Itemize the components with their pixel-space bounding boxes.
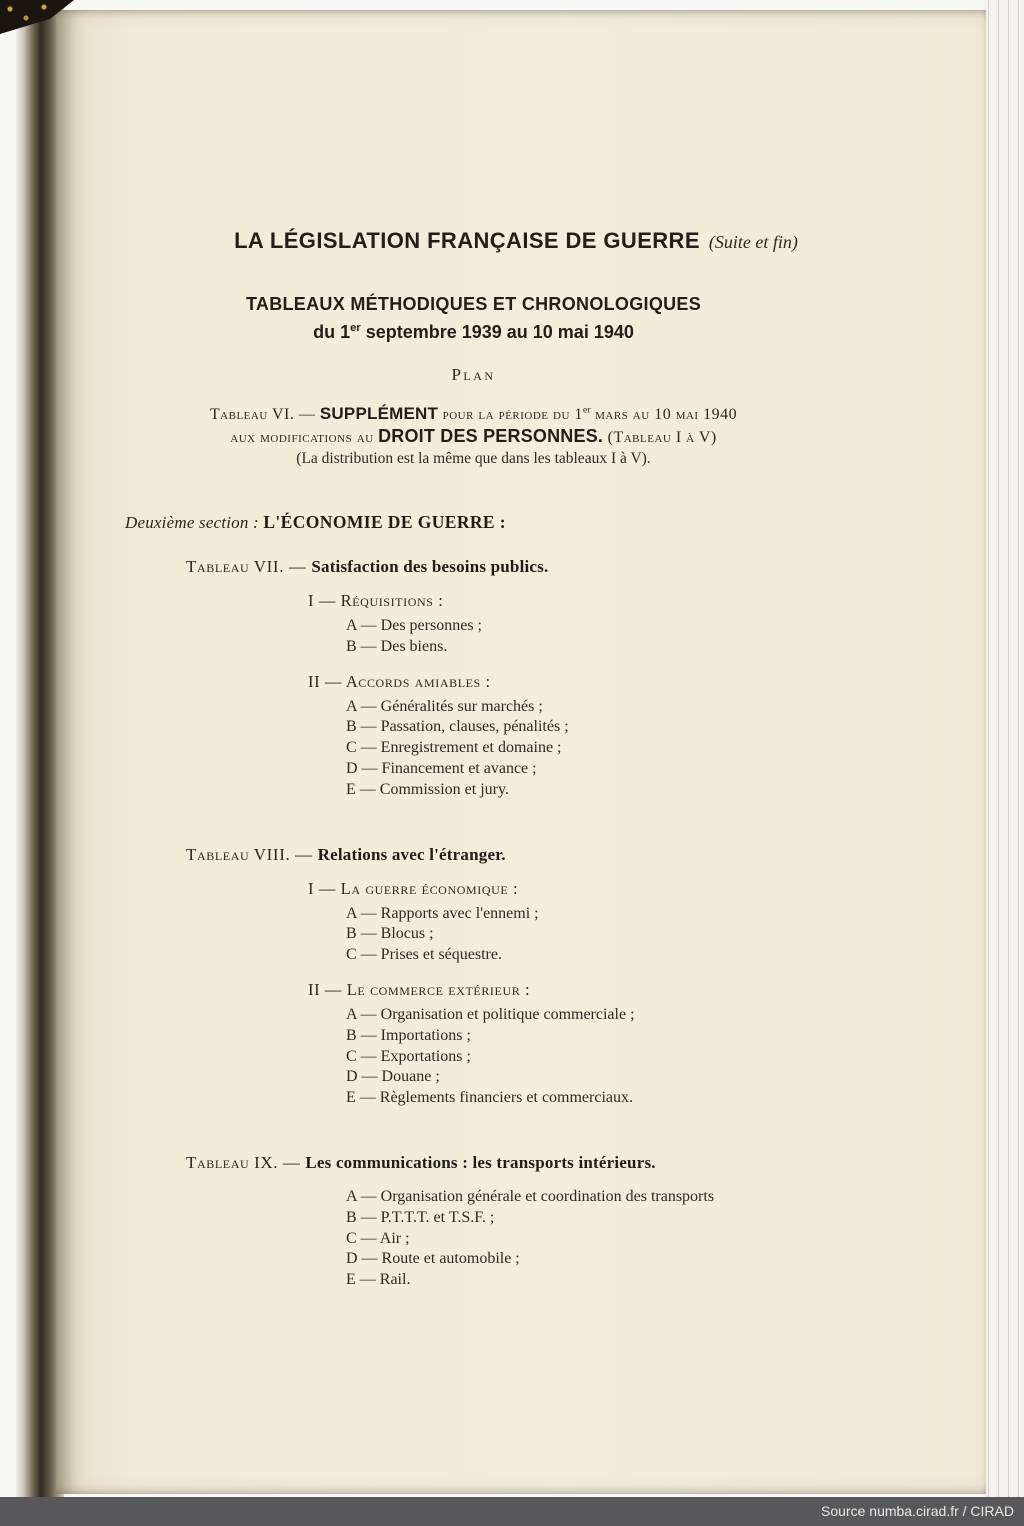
toc-item: B — Blocus ; bbox=[346, 925, 434, 943]
toc-item: B — Importations ; bbox=[346, 1026, 471, 1044]
header-block bbox=[56, 294, 986, 448]
toc-item: E — Rail. bbox=[346, 1271, 411, 1289]
page-title bbox=[56, 10, 986, 254]
tableau-vi-superscript: er bbox=[582, 404, 591, 416]
group-heading: I — Réquisitions : bbox=[308, 591, 444, 610]
page-content bbox=[56, 10, 986, 1494]
date-line bbox=[56, 322, 891, 343]
tableau-heading bbox=[186, 1153, 986, 1173]
toc-item: E — Règlements financiers et commerciaux. bbox=[346, 1089, 634, 1107]
subtitle: TABLEAUX MÉTHODIQUES ET CHRONOLOGIQUES bbox=[245, 294, 702, 314]
toc-item: D — Route et automobile ; bbox=[346, 1250, 520, 1268]
tableau-vi-mid1: pour la période du 1 bbox=[438, 406, 583, 423]
source-attribution-bar bbox=[0, 1497, 1024, 1526]
tableau-title: Satisfaction des besoins publics. bbox=[311, 557, 549, 576]
toc-item: D — Douane ; bbox=[346, 1068, 440, 1086]
toc-item: A — Généralités sur marchés ; bbox=[346, 697, 543, 715]
tableau-vi-line2-pre: aux modifications au bbox=[230, 428, 379, 446]
tableau-title: Relations avec l'étranger. bbox=[317, 844, 506, 864]
group-heading: II — Accords amiables : bbox=[308, 671, 491, 691]
book-page bbox=[56, 10, 986, 1494]
item-list bbox=[56, 1005, 986, 1109]
tableau-heading bbox=[186, 557, 986, 577]
group-block bbox=[56, 672, 986, 801]
date-post: septembre 1939 au 10 mai 1940 bbox=[360, 322, 634, 342]
group-block bbox=[56, 1187, 986, 1291]
toc-item: B — Passation, clauses, pénalités ; bbox=[346, 718, 569, 736]
tableau-heading bbox=[186, 845, 986, 865]
toc-item: D — Financement et avance ; bbox=[346, 759, 537, 777]
tableau-label: Tableau VIII. — bbox=[186, 844, 318, 864]
toc-item: C — Prises et séquestre. bbox=[346, 946, 502, 964]
tableau-vi-summary-line2 bbox=[56, 426, 891, 449]
date-superscript: er bbox=[350, 322, 361, 334]
toc-item: A — Organisation et politique commerciale ; bbox=[346, 1005, 635, 1023]
page-stack-edge bbox=[984, 0, 1024, 1497]
group-block bbox=[56, 980, 986, 1109]
plan-heading: Plan bbox=[451, 365, 496, 384]
tableau-viii-block bbox=[56, 845, 986, 1109]
toc-item: A — Des personnes ; bbox=[346, 617, 482, 634]
tableau-vi-note: (La distribution est la même que dans les tableaux I à V). bbox=[296, 450, 651, 467]
tableau-vi-label: Tableau VI. — bbox=[209, 406, 320, 423]
source-attribution: Source numba.cirad.fr / CIRAD bbox=[821, 1503, 1014, 1519]
toc-item: A — Rapports avec l'ennemi ; bbox=[346, 904, 539, 922]
group-block bbox=[56, 591, 986, 658]
tableau-label: Tableau VII. — bbox=[186, 557, 312, 576]
date-pre: du 1 bbox=[313, 322, 351, 342]
toc-item: E — Commission et jury. bbox=[346, 780, 509, 798]
page-title-suffix: (Suite et fin) bbox=[708, 232, 798, 252]
section-heading bbox=[125, 512, 986, 533]
tableau-label: Tableau IX. — bbox=[186, 1152, 306, 1172]
item-list bbox=[56, 616, 986, 658]
tableau-vi-droit: DROIT DES PERSONNES. bbox=[378, 425, 604, 446]
item-list bbox=[56, 904, 986, 966]
group-block bbox=[56, 879, 986, 966]
tableau-title: Les communications : les transports intérieurs. bbox=[305, 1152, 656, 1172]
page-title-text: LA LÉGISLATION FRANÇAISE DE GUERRE bbox=[234, 228, 700, 253]
item-list bbox=[56, 1187, 986, 1291]
group-heading: I — La guerre économique : bbox=[308, 878, 519, 898]
toc-item: B — P.T.T.T. et T.S.F. ; bbox=[346, 1208, 495, 1226]
toc-item: C — Exportations ; bbox=[346, 1047, 471, 1065]
toc-item: C — Enregistrement et domaine ; bbox=[346, 739, 562, 757]
tableau-vi-summary-line1 bbox=[56, 403, 891, 426]
item-list bbox=[56, 697, 986, 801]
section-prefix: Deuxième section : bbox=[125, 513, 264, 532]
tableau-vi-line2-tail: (Tableau I à V) bbox=[603, 428, 717, 446]
toc-item: B — Des biens. bbox=[346, 637, 448, 655]
toc-item: C — Air ; bbox=[346, 1229, 410, 1247]
tableau-vii-block bbox=[56, 557, 986, 801]
tableau-ix-block bbox=[56, 1153, 986, 1291]
tableau-vi-supplement: SUPPLÉMENT bbox=[319, 404, 439, 423]
group-heading: II — Le commerce extérieur : bbox=[308, 979, 531, 999]
tableau-vi-mid1-post: mars au 10 mai 1940 bbox=[590, 406, 738, 423]
section-title: L'ÉCONOMIE DE GUERRE : bbox=[263, 512, 506, 532]
toc-item: A — Organisation générale et coordination des transports bbox=[346, 1187, 715, 1205]
